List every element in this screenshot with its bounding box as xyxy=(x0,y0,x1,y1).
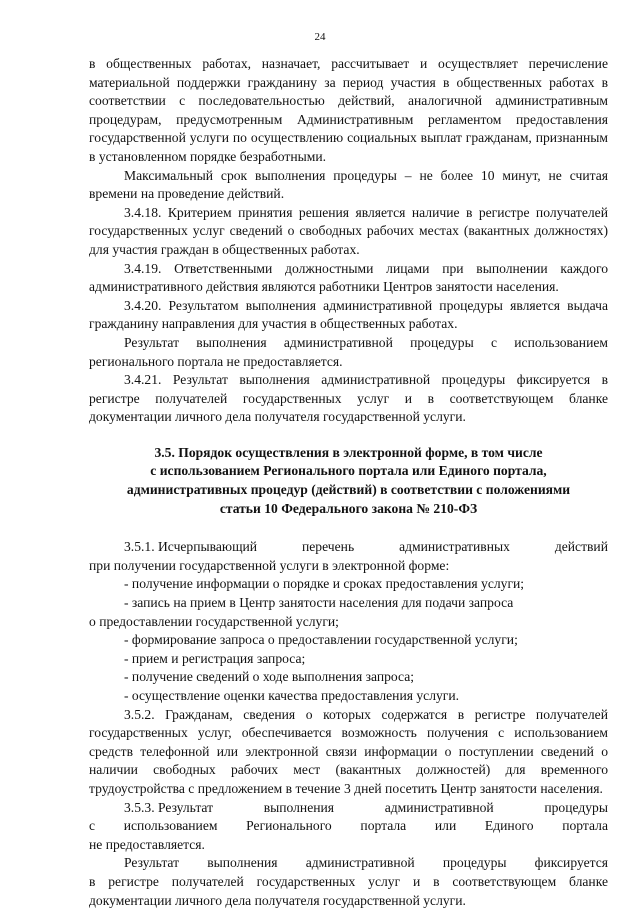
paragraph-3-5-2: 3.5.2. Гражданам, сведения о которых содержатся в регистре получателей государственных услуг, обеспечивается возможность получения с использованием средств телефонной или электронной связи информации о поступлении сведений о наличии свободных рабочих мест (вакантных должностей) для временного трудоустройства с предложением в течение 3 дней посетить Центр занятости населения. xyxy=(89,706,608,796)
heading-line: административных процедур (действий) в соответствии с положениями xyxy=(126,482,571,498)
word: или xyxy=(434,818,457,834)
heading-line: 3.5. Порядок осуществления в электронной форме, в том числе xyxy=(154,444,543,460)
word: административной xyxy=(384,799,494,815)
word: портала xyxy=(360,818,407,834)
paragraph-3-5-1-first-line xyxy=(89,538,608,557)
list-item: - получение информации о порядке и сроках предоставления услуги; xyxy=(124,576,525,592)
heading-line: с использованием Регионального портала или Единого портала, xyxy=(150,463,547,479)
word: административной xyxy=(305,855,415,871)
paragraph-final-line1 xyxy=(89,854,608,873)
word: процедуры xyxy=(544,799,608,815)
word: действий xyxy=(554,539,608,555)
word: выполнения xyxy=(263,799,335,815)
word: с xyxy=(89,818,96,834)
word: выполнения xyxy=(207,855,278,871)
word: процедуры xyxy=(442,855,507,871)
paragraph-final-rest: в регистре получателей государственных услуг и в соответствующем бланке документации личного дела получателя государственной услуги. xyxy=(89,873,608,908)
paragraph-3-5-1-rest: при получении государственной услуги в электронной форме: xyxy=(89,557,450,573)
word: портала xyxy=(562,818,608,834)
paragraph-3-4-21: 3.4.21. Результат выполнения административной процедуры фиксируется в регистре получателей государственных услуг и в соответствующем бланке документации личного дела получателя государственной услуги. xyxy=(89,372,608,425)
heading-line: статьи 10 Федерального закона № 210-ФЗ xyxy=(219,500,478,516)
paragraph-3-5-3-line3: не предоставляется. xyxy=(89,836,205,852)
word: фиксируется xyxy=(534,855,608,871)
paragraph-3-4-20: 3.4.20. Результатом выполнения административной процедуры является выдача гражданину направления для участия в общественных работах. xyxy=(89,297,608,332)
paragraph-continuation: в общественных работах, назначает, рассчитывает и осуществляет перечисление материальной поддержки гражданину за период участия в общественных работах в соответствии с последовательностью действий, аналогичной административным процедурам, предусмотренным Административным регламентом предоставления государственной услуги по осуществлению социальных выплат гражданам, признанным в установленном порядке безработными. xyxy=(89,56,608,164)
paragraph-3-5-3-line2 xyxy=(89,817,608,836)
word: перечень xyxy=(302,539,355,555)
word: административных xyxy=(399,539,510,555)
list-item: - осуществление оценки качества предоставления услуги. xyxy=(124,688,460,703)
list-item: - получение сведений о ходе выполнения запроса; xyxy=(124,669,415,685)
list-item: - запись на прием в Центр занятости населения для подачи запроса xyxy=(124,595,514,611)
list-item: - формирование запроса о предоставлении государственной услуги; xyxy=(124,632,518,648)
section-heading-3-5 xyxy=(89,444,608,518)
paragraph-max-time: Максимальный срок выполнения процедуры – не более 10 минут, не считая времени на проведение действий. xyxy=(89,167,608,202)
word: Регионального xyxy=(246,818,332,834)
list-item: - прием и регистрация запроса; xyxy=(124,650,306,666)
word: Результат xyxy=(124,855,180,871)
page-number: 24 xyxy=(314,31,326,43)
paragraph-result-portal: Результат выполнения административной процедуры с использованием регионального портала не предоставляется. xyxy=(89,334,608,369)
word: использованием xyxy=(123,818,218,834)
paragraph-3-5-3-line1 xyxy=(89,799,608,818)
word: 3.5.1. Исчерпывающий xyxy=(124,539,258,555)
document-body xyxy=(89,55,608,910)
word: 3.5.3. Результат xyxy=(124,799,214,815)
paragraph-3-4-18: 3.4.18. Критерием принятия решения является наличие в регистре получателей государственных услуг сведений о свободных рабочих местах (вакантных должностях) для участия граждан в общественных работах. xyxy=(89,204,608,257)
list-item-continuation: о предоставлении государственной услуги; xyxy=(89,613,339,629)
word: Единого xyxy=(484,818,534,834)
paragraph-3-4-19: 3.4.19. Ответственными должностными лицами при выполнении каждого административного действия являются работники Центров занятости населения. xyxy=(89,260,608,295)
